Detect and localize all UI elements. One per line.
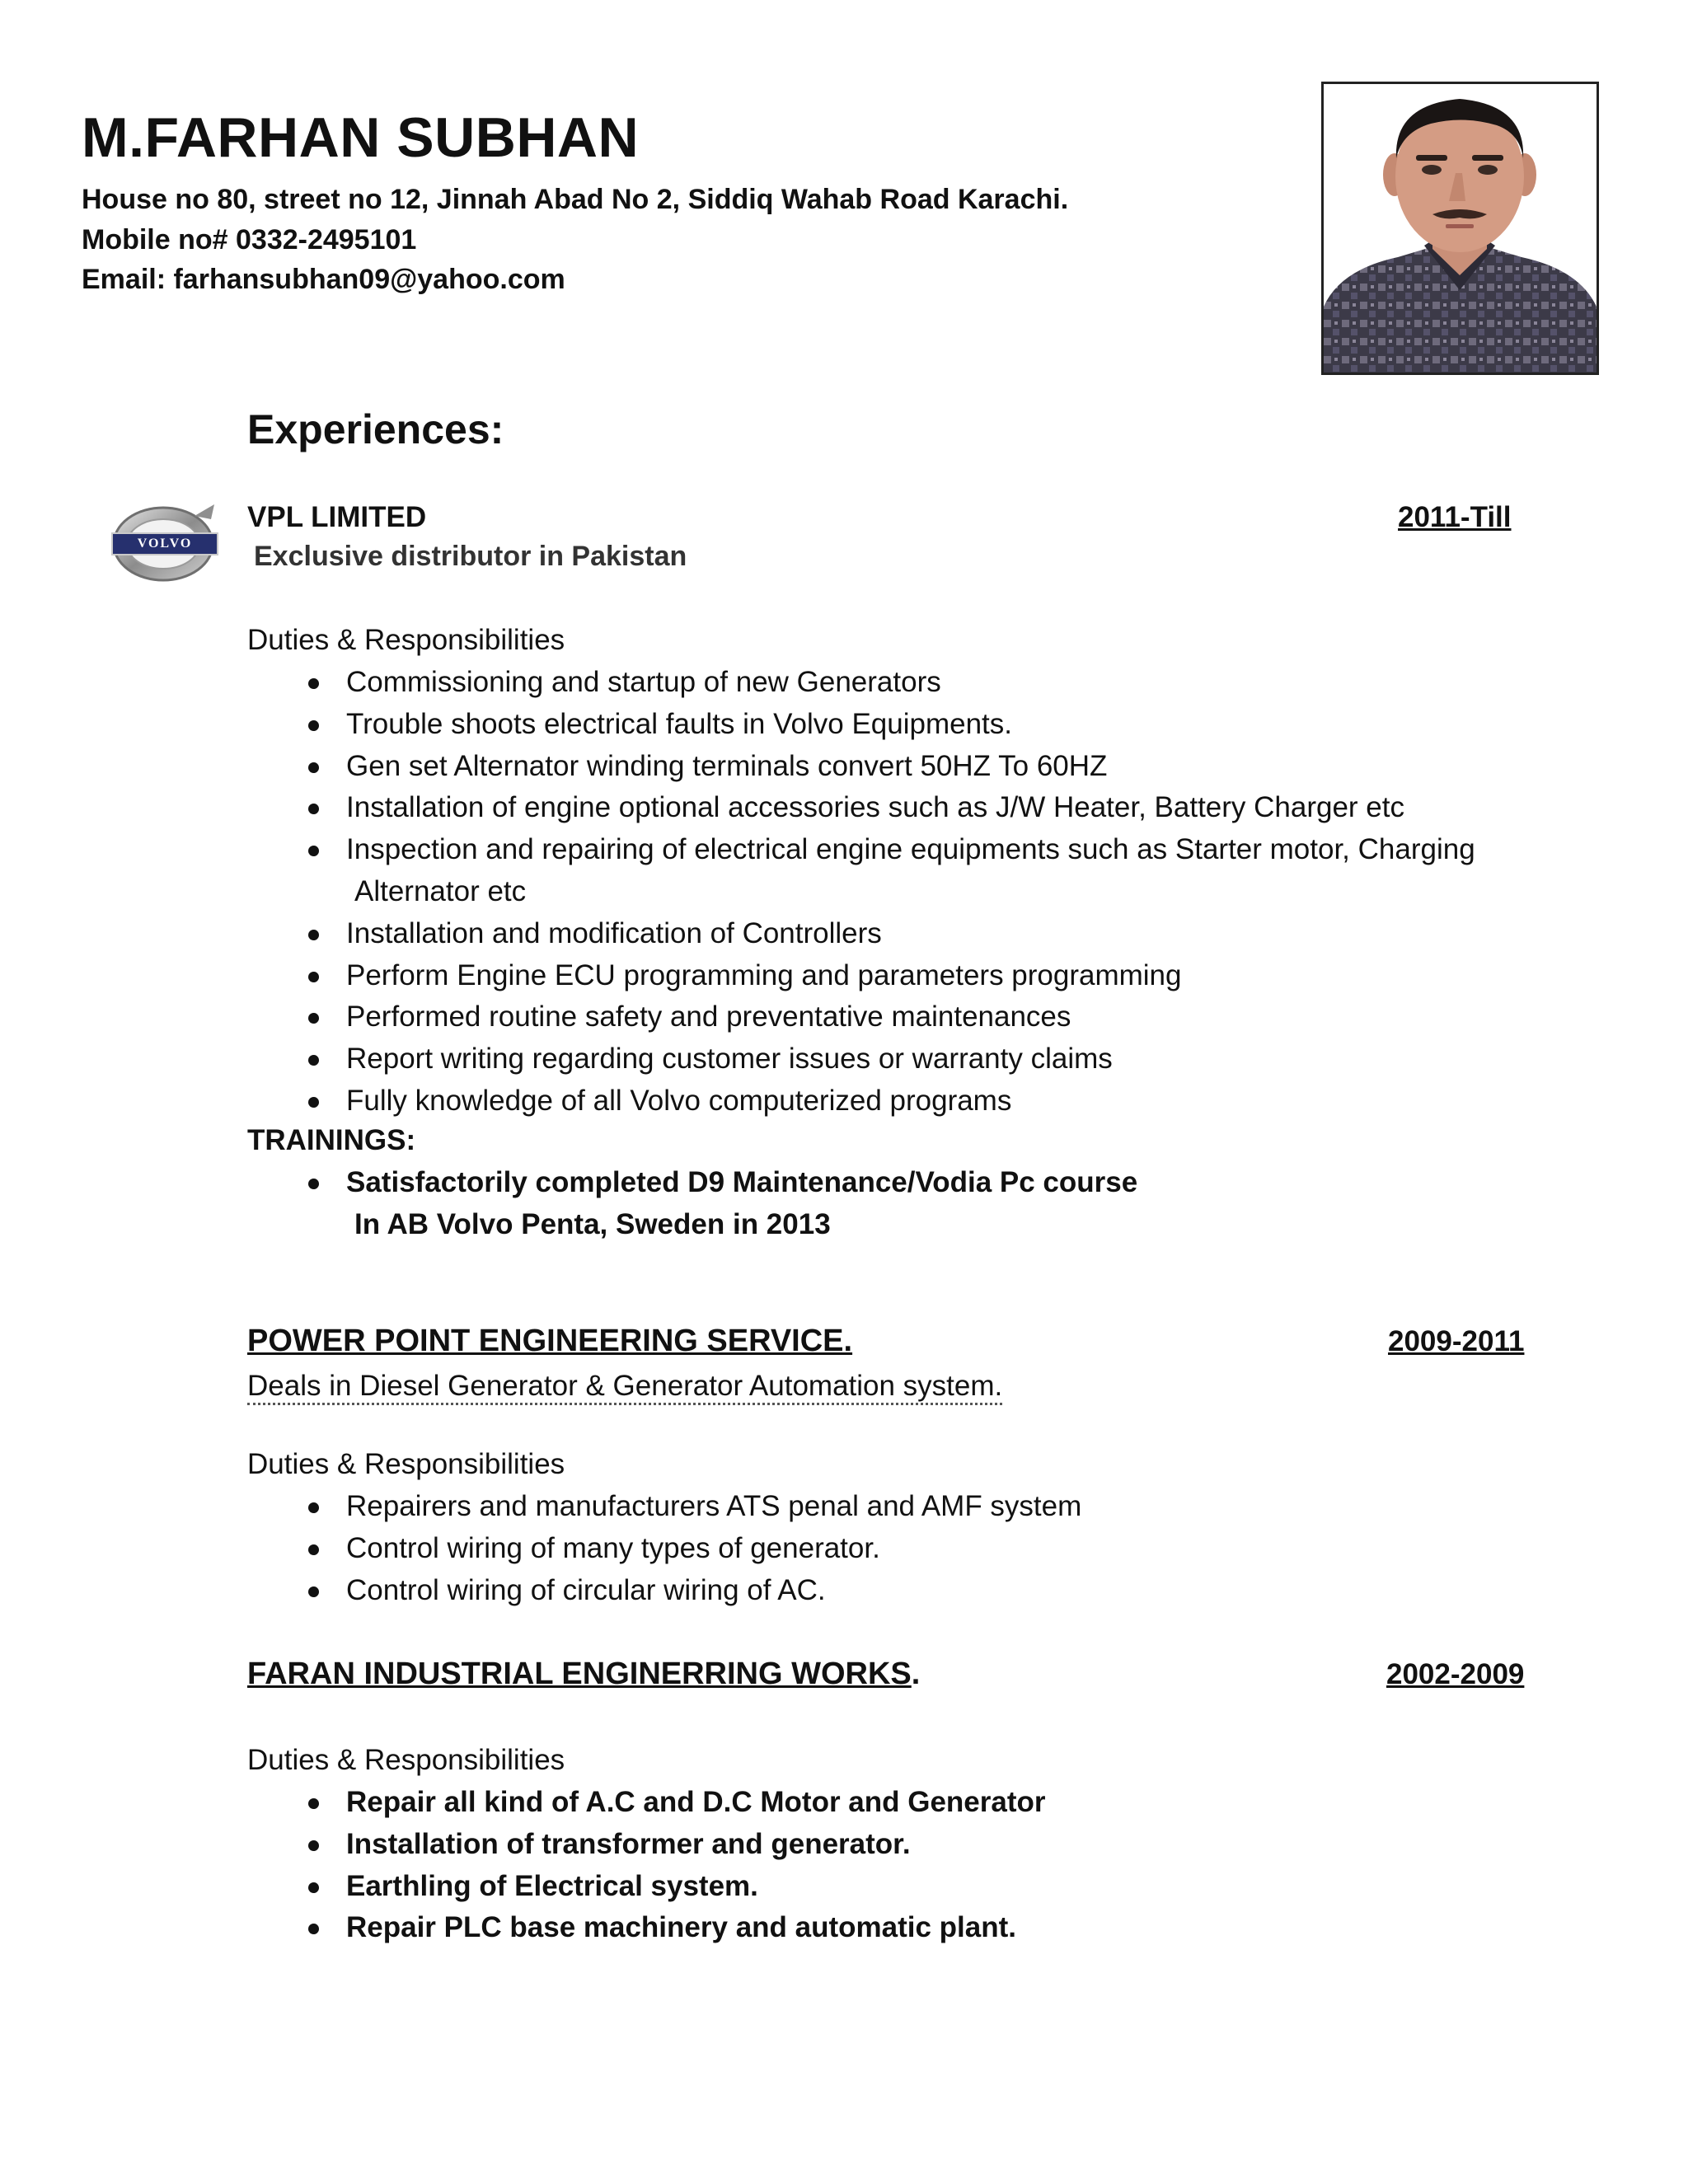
volvo-logo — [109, 499, 221, 585]
bullet-icon — [308, 1097, 319, 1108]
list-item: Gen set Alternator winding terminals convert 50HZ To 60HZ — [247, 746, 1582, 788]
bullet-icon — [308, 1544, 319, 1555]
job1-tagline: Exclusive distributor in Pakistan — [254, 541, 687, 572]
experiences-heading: Experiences: — [247, 406, 504, 452]
list-item: Report writing regarding customer issues or warranty claims — [247, 1038, 1582, 1080]
mobile-line: Mobile no# 0332-2495101 — [82, 224, 417, 255]
bullet-icon — [308, 678, 319, 689]
list-item: Repair all kind of A.C and D.C Motor and Generator — [247, 1782, 1582, 1824]
person-portrait-icon — [1324, 84, 1597, 373]
list-item: Fully knowledge of all Volvo computerized programs — [247, 1080, 1582, 1122]
bullet-icon — [308, 1840, 319, 1851]
list-item: Inspection and repairing of electrical engine equipments such as Starter motor, Charging Alternator etc — [247, 829, 1582, 913]
job2-company: POWER POINT ENGINEERING SERVICE. — [247, 1324, 853, 1358]
job3-company-suffix: . — [911, 1657, 921, 1691]
job3-duties-list — [247, 1782, 1582, 1949]
list-item: Repairers and manufacturers ATS penal and AMF system — [247, 1486, 1582, 1528]
list-item: Installation and modification of Controllers — [247, 913, 1582, 955]
trainings-label: TRAININGS: — [247, 1124, 416, 1156]
job1-duties-list — [247, 662, 1582, 1122]
bullet-icon — [308, 1013, 319, 1024]
trainings-list — [247, 1162, 1582, 1246]
job1-duties-label: Duties & Responsibilities — [247, 624, 565, 656]
job2-tagline: Deals in Diesel Generator & Generator Automation system. — [247, 1370, 1002, 1405]
bullet-icon — [308, 1586, 319, 1597]
job3-company: FARAN INDUSTRIAL ENGINERRING WORKS — [247, 1657, 912, 1691]
job3-period: 2002-2009 — [1386, 1658, 1525, 1690]
list-item: Trouble shoots electrical faults in Volvo Equipments. — [247, 704, 1582, 746]
bullet-icon — [308, 930, 319, 940]
job2-duties-label: Duties & Responsibilities — [247, 1448, 565, 1480]
bullet-icon — [308, 972, 319, 982]
bullet-icon — [308, 1055, 319, 1066]
bullet-icon — [308, 846, 319, 856]
candidate-name: M.FARHAN SUBHAN — [82, 106, 640, 169]
list-item: Installation of transformer and generator. — [247, 1824, 1582, 1866]
list-item: Repair PLC base machinery and automatic plant. — [247, 1907, 1582, 1949]
job2-duties-list — [247, 1486, 1582, 1611]
profile-photo — [1321, 82, 1599, 375]
address-line: House no 80, street no 12, Jinnah Abad No 2, Siddiq Wahab Road Karachi. — [82, 184, 1069, 215]
list-item: Performed routine safety and preventative maintenances — [247, 996, 1582, 1038]
bullet-icon — [308, 1924, 319, 1934]
duty-continuation: Alternator etc — [354, 874, 527, 907]
list-item: Installation of engine optional accessories such as J/W Heater, Battery Charger etc — [247, 787, 1582, 829]
list-item: Earthling of Electrical system. — [247, 1866, 1582, 1908]
bullet-icon — [308, 1179, 319, 1189]
bullet-icon — [308, 804, 319, 814]
list-item: Satisfactorily completed D9 Maintenance/Vodia Pc course In AB Volvo Penta, Sweden in 2013 — [247, 1162, 1582, 1246]
job3-duties-label: Duties & Responsibilities — [247, 1744, 565, 1776]
volvo-logo-text: VOLVO — [137, 537, 193, 551]
training-continuation: In AB Volvo Penta, Sweden in 2013 — [354, 1207, 831, 1240]
bullet-icon — [308, 762, 319, 773]
list-item: Commissioning and startup of new Generators — [247, 662, 1582, 704]
bullet-icon — [308, 1882, 319, 1893]
job2-period: 2009-2011 — [1388, 1325, 1525, 1357]
bullet-icon — [308, 1798, 319, 1809]
job3-company-line — [247, 1657, 920, 1692]
list-item: Control wiring of circular wiring of AC. — [247, 1570, 1582, 1612]
list-item: Perform Engine ECU programming and parameters programming — [247, 955, 1582, 997]
email-line: Email: farhansubhan09@yahoo.com — [82, 264, 565, 295]
job1-period: 2011-Till — [1398, 501, 1512, 533]
job1-company: VPL LIMITED — [247, 501, 427, 533]
list-item: Control wiring of many types of generator. — [247, 1528, 1582, 1570]
bullet-icon — [308, 720, 319, 731]
bullet-icon — [308, 1502, 319, 1513]
